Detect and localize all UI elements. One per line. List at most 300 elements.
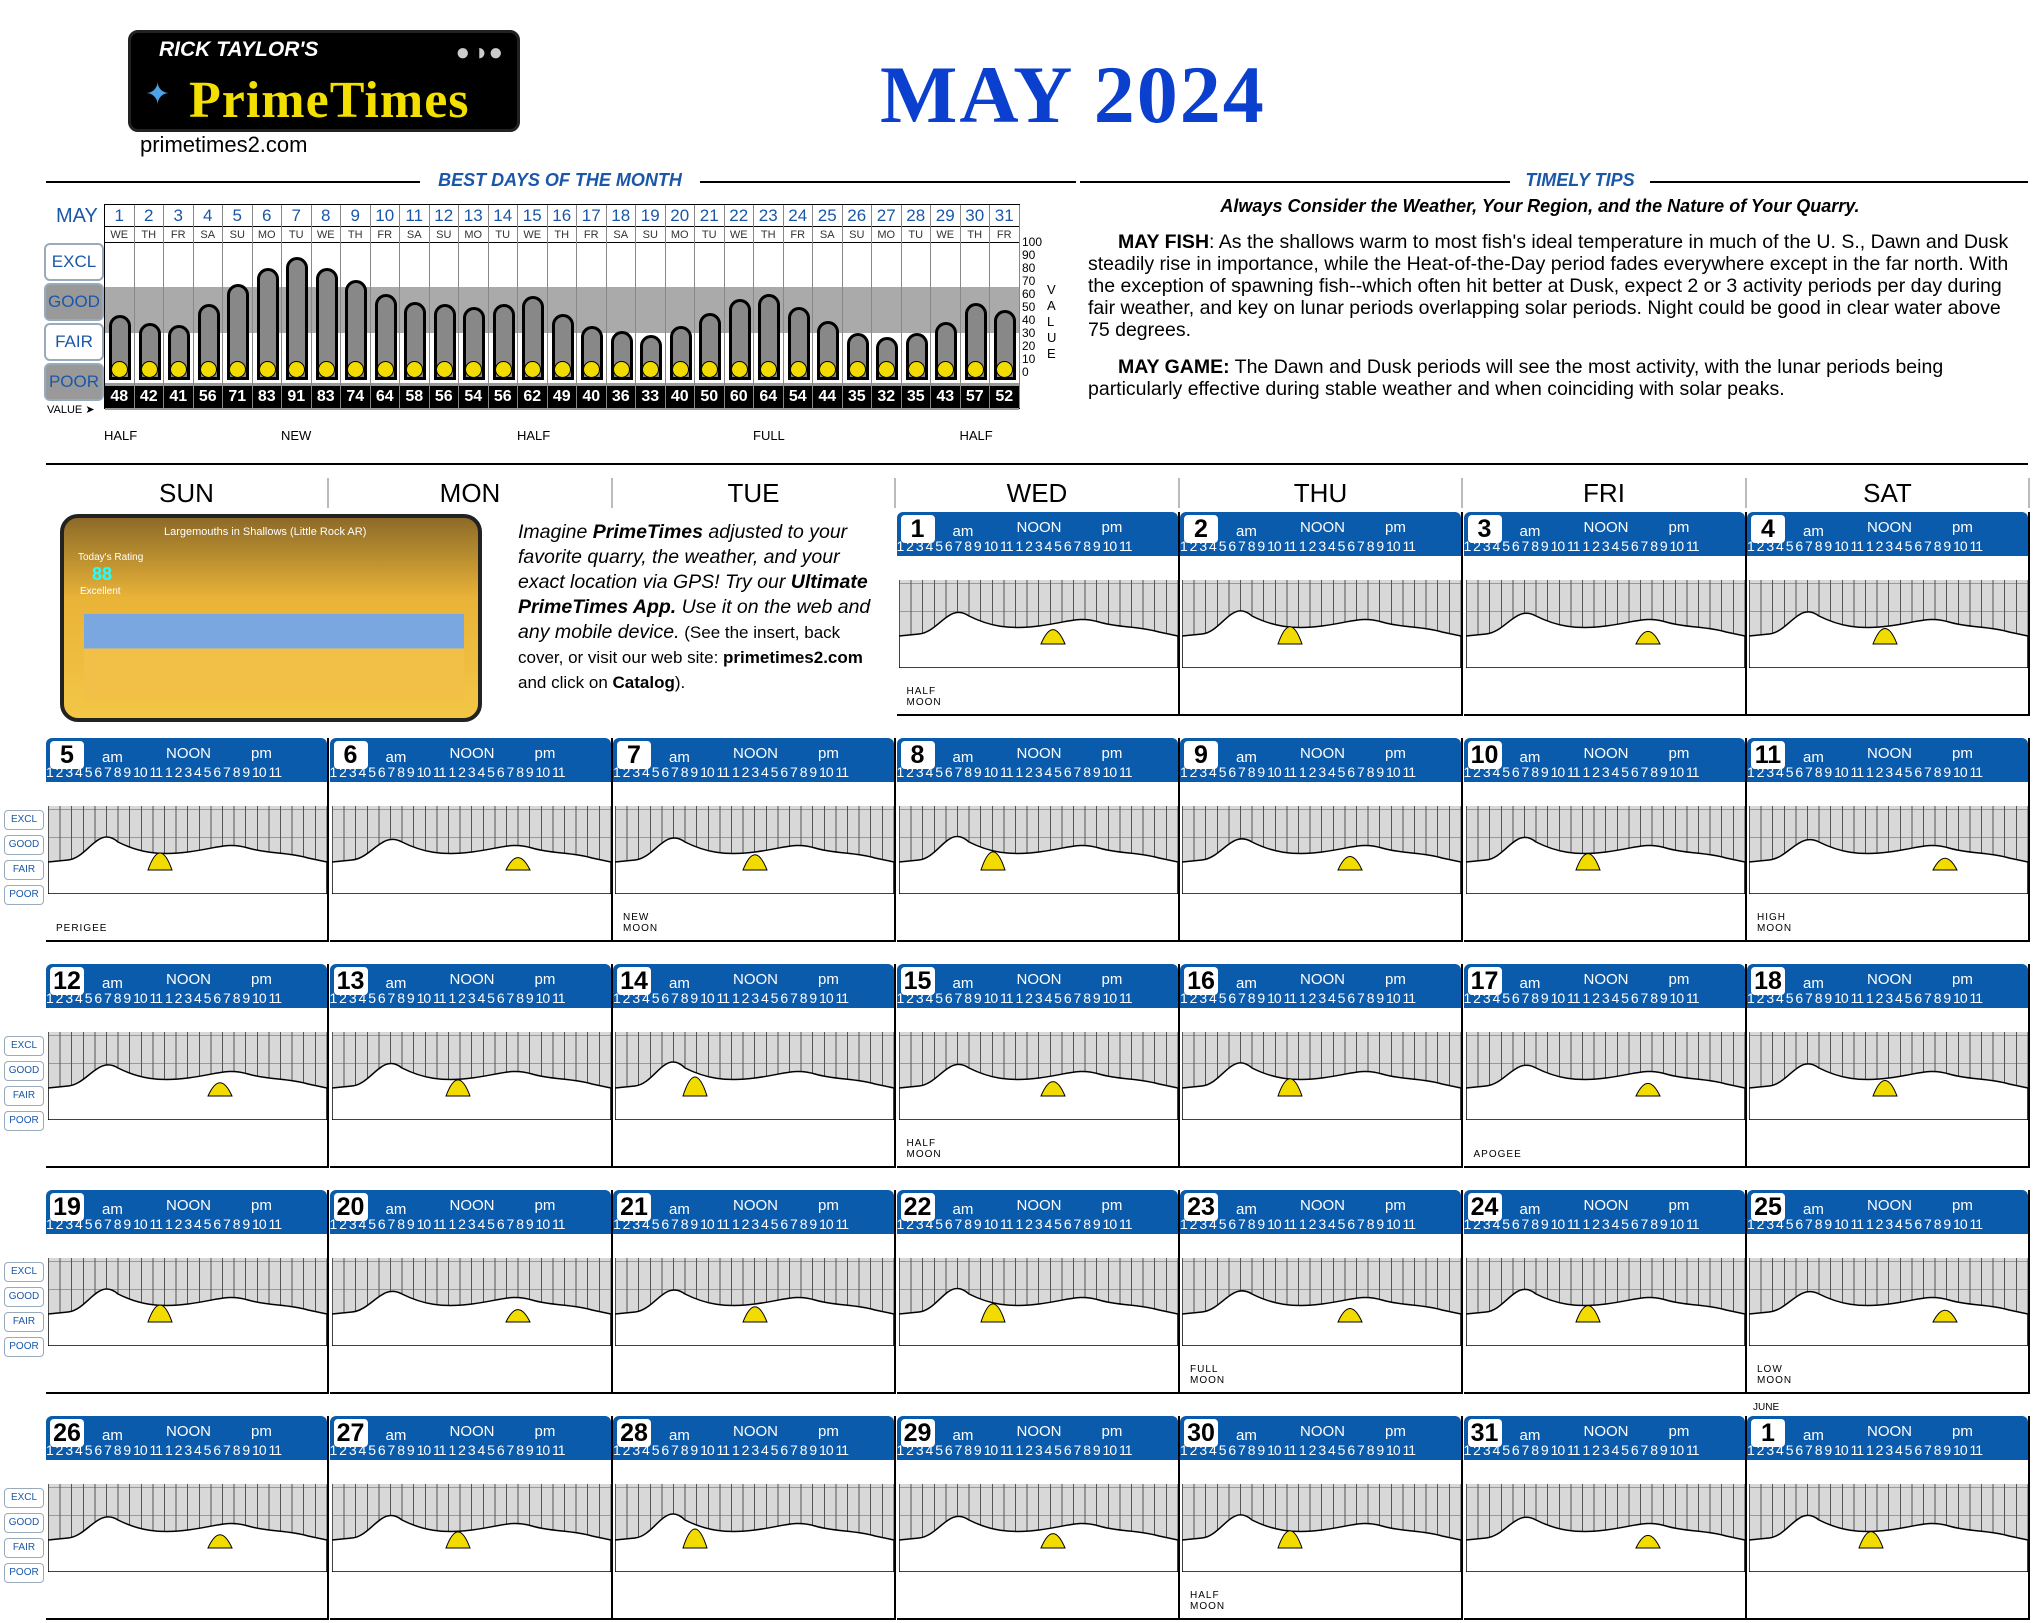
noon-label: NOON — [1867, 519, 1912, 536]
best-day-number: 24 — [784, 205, 813, 227]
hour-ticks: 1 2 3 4 5 6 7 8 9 10 11 1 2 3 4 5 6 7 8 9 10 11 — [329, 1216, 565, 1232]
moon-icon — [849, 361, 866, 378]
day-cell-8[interactable] — [897, 738, 1180, 942]
phase-label: FULL — [753, 428, 785, 443]
best-day-weekday: WE — [931, 227, 960, 243]
best-day-value: 35 — [843, 386, 872, 408]
best-day-weekday: MO — [666, 227, 695, 243]
hour-ticks: 1 2 3 4 5 6 7 8 9 10 11 1 2 3 4 5 6 7 8 9 10 11 — [46, 764, 282, 780]
hour-ticks: 1 2 3 4 5 6 7 8 9 10 11 1 2 3 4 5 6 7 8 9 10 11 — [329, 990, 565, 1006]
best-day-29 — [931, 205, 961, 408]
day-number: 29 — [901, 1419, 935, 1447]
day-note: APOGEE — [1473, 1149, 1522, 1160]
best-day-number: 5 — [223, 205, 252, 227]
row-rating-poor: POOR — [4, 1111, 44, 1131]
row-rating-poor: POOR — [4, 1563, 44, 1583]
best-day-value: 52 — [990, 386, 1019, 408]
moon-icon — [377, 361, 394, 378]
am-label: am — [1803, 523, 1824, 540]
best-day-value: 36 — [607, 386, 636, 408]
best-day-number: 7 — [282, 205, 311, 227]
best-day-weekday: WE — [518, 227, 547, 243]
best-day-value: 33 — [636, 386, 665, 408]
hour-ticks: 1 2 3 4 5 6 7 8 9 10 11 1 2 3 4 5 6 7 8 9 10 11 — [1463, 1442, 1699, 1458]
best-day-value: 62 — [518, 386, 547, 408]
am-label: am — [385, 749, 407, 766]
day-cell-1[interactable] — [1747, 1402, 2030, 1620]
row-rating-fair: FAIR — [4, 860, 44, 880]
best-day-number: 14 — [489, 205, 518, 227]
best-day-weekday: SA — [813, 227, 842, 243]
day-cell-21[interactable] — [613, 1190, 896, 1394]
row-rating-excl: EXCL — [4, 810, 44, 830]
best-day-number: 1 — [105, 205, 134, 227]
weekday-sat: SAT — [1747, 478, 2030, 508]
day-header-bar — [46, 738, 327, 782]
activity-curve — [332, 1008, 611, 1120]
day-cell-29[interactable] — [897, 1416, 1180, 1620]
pm-label: pm — [1668, 745, 1690, 762]
day-header-bar — [1747, 512, 2028, 556]
moon-icon — [170, 361, 187, 378]
best-days-month-label: MAY — [56, 205, 98, 227]
hour-ticks: 1 2 3 4 5 6 7 8 9 10 11 1 2 3 4 5 6 7 8 9 10 11 — [896, 990, 1132, 1006]
weekday-thu: THU — [1180, 478, 1463, 508]
best-day-weekday: FR — [990, 227, 1019, 243]
hour-ticks: 1 2 3 4 5 6 7 8 9 10 11 1 2 3 4 5 6 7 8 9 10 11 — [329, 1442, 565, 1458]
day-number: 2 — [1184, 515, 1218, 543]
activity-curve — [48, 1008, 327, 1120]
day-cell-25[interactable] — [1747, 1190, 2030, 1394]
noon-label: NOON — [449, 1423, 495, 1440]
pm-label: pm — [251, 1197, 272, 1214]
pm-label: pm — [818, 971, 839, 988]
noon-label: NOON — [449, 745, 495, 762]
noon-label: NOON — [1016, 971, 1062, 988]
pm-label: pm — [1385, 745, 1406, 762]
day-number: 26 — [50, 1419, 84, 1447]
scale-letter: L — [1047, 314, 1055, 329]
day-header-bar — [1747, 1190, 2028, 1234]
day-note: NEW MOON — [623, 912, 659, 934]
day-header-bar — [1464, 1190, 1745, 1234]
moon-icon — [937, 361, 954, 378]
activity-graph — [332, 1234, 611, 1346]
hour-ticks: 1 2 3 4 5 6 7 8 9 10 11 1 2 3 4 5 6 7 8 9 10 11 — [1180, 764, 1416, 780]
best-day-number: 28 — [902, 205, 931, 227]
best-day-weekday: WE — [725, 227, 754, 243]
activity-curve — [1466, 556, 1745, 668]
day-cell-26[interactable] — [46, 1416, 329, 1620]
best-day-25 — [813, 205, 843, 408]
day-cell-15[interactable] — [897, 964, 1180, 1168]
best-day-value: 41 — [164, 386, 193, 408]
app-screenshot[interactable] — [60, 514, 482, 722]
hour-ticks: 1 2 3 4 5 6 7 8 9 10 11 1 2 3 4 5 6 7 8 9 10 11 — [1180, 1442, 1416, 1458]
best-day-number: 31 — [990, 205, 1019, 227]
day-number: 7 — [617, 741, 651, 769]
best-day-number: 25 — [813, 205, 842, 227]
noon-label: NOON — [1300, 971, 1345, 988]
weekday-mon: MON — [330, 478, 613, 508]
am-label: am — [669, 749, 690, 766]
activity-graph — [48, 1460, 327, 1572]
activity-curve — [899, 1460, 1178, 1572]
am-label: am — [1803, 749, 1824, 766]
pm-label: pm — [1668, 519, 1690, 536]
best-day-weekday: MO — [459, 227, 488, 243]
app-rating-value: 88 — [92, 564, 113, 584]
day-cell-16[interactable] — [1180, 964, 1463, 1168]
hour-ticks: 1 2 3 4 5 6 7 8 9 10 11 1 2 3 4 5 6 7 8 9 10 11 — [613, 1216, 849, 1232]
activity-curve — [332, 1460, 611, 1572]
scale-tick: 90 — [1022, 248, 1036, 262]
moon-icon — [229, 361, 246, 378]
best-day-number: 11 — [400, 205, 429, 227]
best-day-weekday: WE — [105, 227, 134, 243]
activity-curve — [615, 1008, 894, 1120]
deer-fish-icon: ✦ — [145, 78, 171, 111]
noon-label: NOON — [449, 971, 495, 988]
day-cell-13[interactable] — [330, 964, 613, 1168]
activity-curve — [899, 1234, 1178, 1346]
noon-label: NOON — [449, 1197, 495, 1214]
tips-game-paragraph — [1088, 356, 2018, 400]
day-cell-28[interactable] — [613, 1416, 896, 1620]
best-day-1 — [105, 205, 135, 408]
am-label: am — [1236, 975, 1257, 992]
pm-label: pm — [1952, 519, 1973, 536]
day-number: 20 — [334, 1193, 368, 1221]
best-day-number: 17 — [577, 205, 606, 227]
best-day-30 — [961, 205, 991, 408]
pm-label: pm — [1952, 745, 1973, 762]
moon-icon — [347, 361, 364, 378]
am-label: am — [385, 1427, 407, 1444]
day-number: 9 — [1184, 741, 1218, 769]
day-cell-10[interactable] — [1464, 738, 1747, 942]
day-number: 12 — [50, 967, 84, 995]
best-day-value: 50 — [695, 386, 724, 408]
best-day-17 — [577, 205, 607, 408]
pm-label: pm — [1668, 971, 1690, 988]
activity-graph — [1749, 782, 2028, 894]
pm-label: pm — [251, 971, 272, 988]
app-rating-word: Excellent — [80, 586, 121, 597]
best-day-26 — [843, 205, 873, 408]
weekday-sun: SUN — [46, 478, 329, 508]
day-number: 16 — [1184, 967, 1218, 995]
best-day-weekday: FR — [164, 227, 193, 243]
best-day-13 — [459, 205, 489, 408]
am-label: am — [952, 1201, 974, 1218]
best-day-4 — [194, 205, 224, 408]
row-rating-poor: POOR — [4, 885, 44, 905]
hour-ticks: 1 2 3 4 5 6 7 8 9 10 11 1 2 3 4 5 6 7 8 9 10 11 — [1180, 990, 1416, 1006]
rating-fair: FAIR — [44, 323, 104, 361]
best-day-number: 27 — [872, 205, 901, 227]
noon-label: NOON — [166, 1197, 211, 1214]
day-cell-2[interactable] — [1180, 512, 1463, 716]
day-header-bar — [1464, 964, 1745, 1008]
best-day-8 — [312, 205, 342, 408]
value-scale-word — [1047, 282, 1056, 362]
am-label: am — [102, 975, 123, 992]
best-day-weekday: TU — [489, 227, 518, 243]
day-cell-7[interactable] — [613, 738, 896, 942]
best-day-value: 49 — [548, 386, 577, 408]
hour-ticks: 1 2 3 4 5 6 7 8 9 10 11 1 2 3 4 5 6 7 8 9 10 11 — [1180, 538, 1416, 554]
am-label: am — [1519, 749, 1541, 766]
day-cell-4[interactable] — [1747, 512, 2030, 716]
noon-label: NOON — [1300, 745, 1345, 762]
day-cell-3[interactable] — [1464, 512, 1747, 716]
moon-icon — [288, 361, 305, 378]
activity-graph — [1466, 782, 1745, 894]
best-day-number: 10 — [371, 205, 400, 227]
noon-label: NOON — [166, 1423, 211, 1440]
best-day-value: 54 — [784, 386, 813, 408]
day-number: 1 — [1751, 1419, 1785, 1447]
noon-label: NOON — [1300, 1423, 1345, 1440]
activity-curve — [1182, 1234, 1461, 1346]
best-day-value: 44 — [813, 386, 842, 408]
fish-label: MAY FISH — [1118, 231, 1210, 253]
pm-label: pm — [1952, 1423, 1973, 1440]
moon-icon — [790, 361, 807, 378]
scale-letter: E — [1047, 346, 1056, 361]
scale-letter: A — [1047, 298, 1056, 313]
am-label: am — [1236, 1427, 1257, 1444]
best-days-chart — [104, 204, 1020, 409]
row-rating-excl: EXCL — [4, 1036, 44, 1056]
row-rating-good: GOOD — [4, 1061, 44, 1081]
scale-tick: 100 — [1022, 235, 1043, 249]
pm-label: pm — [818, 1197, 839, 1214]
fish-text: : As the shallows warm to most fish's ideal temperature in much of the U. S., Dawn and Dusk steadily rise in importance, while the Heat-of-the-Day period fades everywhere except in the far north. With the exception of spawning fish--which often hit better at Dusk, expect 2 or 3 activity periods per day during fair weather, and key on lunar periods overlapping solar periods. Night could be good in clear water above 75 degrees. — [1088, 231, 2009, 341]
day-header-bar — [613, 1416, 894, 1460]
moon-icon — [672, 361, 689, 378]
hour-ticks: 1 2 3 4 5 6 7 8 9 10 11 1 2 3 4 5 6 7 8 9 10 11 — [1180, 1216, 1416, 1232]
best-day-12 — [430, 205, 460, 408]
best-day-19 — [636, 205, 666, 408]
day-cell-9[interactable] — [1180, 738, 1463, 942]
moon-icon — [406, 361, 423, 378]
day-cell-24[interactable] — [1464, 1190, 1747, 1394]
hour-ticks: 1 2 3 4 5 6 7 8 9 10 11 1 2 3 4 5 6 7 8 9 10 11 — [1463, 764, 1699, 780]
day-cell-18[interactable] — [1747, 964, 2030, 1168]
best-day-27 — [872, 205, 902, 408]
day-cell-6[interactable] — [330, 738, 613, 942]
pm-label: pm — [818, 1423, 839, 1440]
activity-graph — [1749, 556, 2028, 668]
activity-curve — [1466, 1460, 1745, 1572]
day-header-bar — [897, 964, 1178, 1008]
best-day-value: 56 — [489, 386, 518, 408]
pm-label: pm — [534, 1197, 556, 1214]
activity-graph — [1466, 1460, 1745, 1572]
noon-label: NOON — [1583, 745, 1629, 762]
pm-label: pm — [1952, 971, 1973, 988]
pm-label: pm — [534, 1423, 556, 1440]
best-day-weekday: SU — [636, 227, 665, 243]
noon-label: NOON — [1867, 745, 1912, 762]
day-cell-11[interactable] — [1747, 738, 2030, 942]
best-day-weekday: FR — [371, 227, 400, 243]
pm-label: pm — [1385, 971, 1406, 988]
best-day-value: 64 — [371, 386, 400, 408]
day-cell-19[interactable] — [46, 1190, 329, 1394]
best-day-number: 26 — [843, 205, 872, 227]
moon-icon — [318, 361, 335, 378]
best-day-number: 8 — [312, 205, 341, 227]
day-header-bar — [330, 1416, 611, 1460]
activity-curve — [1466, 1008, 1745, 1120]
am-label: am — [952, 1427, 974, 1444]
day-cell-12[interactable] — [46, 964, 329, 1168]
hour-ticks: 1 2 3 4 5 6 7 8 9 10 11 1 2 3 4 5 6 7 8 9 10 11 — [46, 1216, 282, 1232]
best-day-16 — [548, 205, 578, 408]
activity-graph — [615, 782, 894, 894]
day-cell-20[interactable] — [330, 1190, 613, 1394]
am-label: am — [385, 1201, 407, 1218]
hour-ticks: 1 2 3 4 5 6 7 8 9 10 11 1 2 3 4 5 6 7 8 9 10 11 — [329, 764, 565, 780]
best-days-header: BEST DAYS OF THE MONTH — [420, 170, 700, 191]
day-cell-31[interactable] — [1464, 1416, 1747, 1620]
day-header-bar — [1180, 1416, 1461, 1460]
best-day-number: 2 — [135, 205, 164, 227]
am-label: am — [1236, 1201, 1257, 1218]
best-day-number: 12 — [430, 205, 459, 227]
activity-graph — [332, 1008, 611, 1120]
best-day-weekday: TH — [754, 227, 783, 243]
day-note: HALF MOON — [1190, 1590, 1226, 1612]
ad-site-link[interactable]: primetimes2.com — [723, 648, 863, 667]
game-label: MAY GAME: — [1118, 356, 1230, 378]
pm-label: pm — [1668, 1423, 1690, 1440]
moon-icon — [908, 361, 925, 378]
day-cell-14[interactable] — [613, 964, 896, 1168]
brand-byline: RICK TAYLOR'S — [159, 38, 319, 61]
rating-excl: EXCL — [44, 243, 104, 281]
best-day-number: 30 — [961, 205, 990, 227]
day-cell-30[interactable] — [1180, 1416, 1463, 1620]
activity-graph — [48, 782, 327, 894]
day-cell-17[interactable] — [1464, 964, 1747, 1168]
moon-icon — [701, 361, 718, 378]
moon-icon — [819, 361, 836, 378]
day-number: 31 — [1468, 1419, 1502, 1447]
best-day-value: 83 — [312, 386, 341, 408]
pm-label: pm — [534, 745, 556, 762]
pm-label: pm — [1101, 519, 1123, 536]
day-header-bar — [1180, 738, 1461, 782]
best-day-number: 15 — [518, 205, 547, 227]
activity-graph — [48, 1234, 327, 1346]
activity-graph — [899, 1234, 1178, 1346]
activity-curve — [899, 782, 1178, 894]
best-day-value: 91 — [282, 386, 311, 408]
noon-label: NOON — [1583, 1197, 1629, 1214]
best-day-weekday: SA — [194, 227, 223, 243]
day-note: PERIGEE — [56, 923, 108, 934]
best-day-number: 20 — [666, 205, 695, 227]
best-day-weekday: TH — [135, 227, 164, 243]
best-day-value: 58 — [400, 386, 429, 408]
best-day-3 — [164, 205, 194, 408]
day-number: 18 — [1751, 967, 1785, 995]
best-day-weekday: SA — [607, 227, 636, 243]
rating-good: GOOD — [44, 283, 104, 321]
best-day-weekday: TU — [902, 227, 931, 243]
am-label: am — [1236, 523, 1257, 540]
day-note: FULL MOON — [1190, 1364, 1226, 1386]
am-label: am — [669, 1201, 690, 1218]
best-day-value: 43 — [931, 386, 960, 408]
best-day-number: 21 — [695, 205, 724, 227]
day-cell-23[interactable] — [1180, 1190, 1463, 1394]
tips-header: TIMELY TIPS — [1510, 170, 1650, 191]
best-day-21 — [695, 205, 725, 408]
day-cell-27[interactable] — [330, 1416, 613, 1620]
noon-label: NOON — [1300, 1197, 1345, 1214]
scale-letter: U — [1047, 330, 1057, 345]
moon-icon — [554, 361, 571, 378]
hour-ticks: 1 2 3 4 5 6 7 8 9 10 11 1 2 3 4 5 6 7 8 9 10 11 — [896, 764, 1132, 780]
best-day-weekday: TU — [282, 227, 311, 243]
game-text: The Dawn and Dusk periods will see the most activity, with the lunar periods being particularly effective during stable weather and when coinciding with solar peaks. — [1088, 356, 1944, 400]
activity-curve — [48, 1460, 327, 1572]
brand-website[interactable]: primetimes2.com — [140, 132, 308, 157]
row-rating-good: GOOD — [4, 835, 44, 855]
best-day-value: 83 — [253, 386, 282, 408]
hour-ticks: 1 2 3 4 5 6 7 8 9 10 11 1 2 3 4 5 6 7 8 9 10 11 — [1747, 990, 1983, 1006]
scale-tick: 0 — [1022, 365, 1029, 379]
noon-label: NOON — [1016, 519, 1062, 536]
hour-ticks: 1 2 3 4 5 6 7 8 9 10 11 1 2 3 4 5 6 7 8 9 10 11 — [896, 1442, 1132, 1458]
best-day-number: 23 — [754, 205, 783, 227]
day-cell-5[interactable] — [46, 738, 329, 942]
activity-graph — [615, 1234, 894, 1346]
activity-graph — [1182, 556, 1461, 668]
activity-curve — [1182, 782, 1461, 894]
best-day-weekday: TH — [341, 227, 370, 243]
activity-curve — [1182, 1008, 1461, 1120]
scale-tick: 80 — [1022, 261, 1036, 275]
day-number: 23 — [1184, 1193, 1218, 1221]
app-rating-label: Today's Rating — [78, 552, 144, 563]
activity-graph — [1466, 1234, 1745, 1346]
activity-graph — [1466, 556, 1745, 668]
best-day-14 — [489, 205, 519, 408]
day-number: 1 — [901, 515, 935, 543]
activity-curve — [899, 556, 1178, 668]
activity-graph — [332, 1460, 611, 1572]
day-cell-1[interactable] — [897, 512, 1180, 716]
pm-label: pm — [1101, 1423, 1123, 1440]
next-month-label: JUNE — [1753, 1402, 1780, 1413]
calendar-rule — [46, 463, 2028, 465]
day-cell-22[interactable] — [897, 1190, 1180, 1394]
best-day-value: 48 — [105, 386, 134, 408]
day-header-bar — [613, 738, 894, 782]
am-label: am — [669, 975, 690, 992]
best-day-18 — [607, 205, 637, 408]
day-number: 27 — [334, 1419, 368, 1447]
moon-icon — [495, 361, 512, 378]
moon-icon — [878, 361, 895, 378]
day-header-bar — [897, 738, 1178, 782]
